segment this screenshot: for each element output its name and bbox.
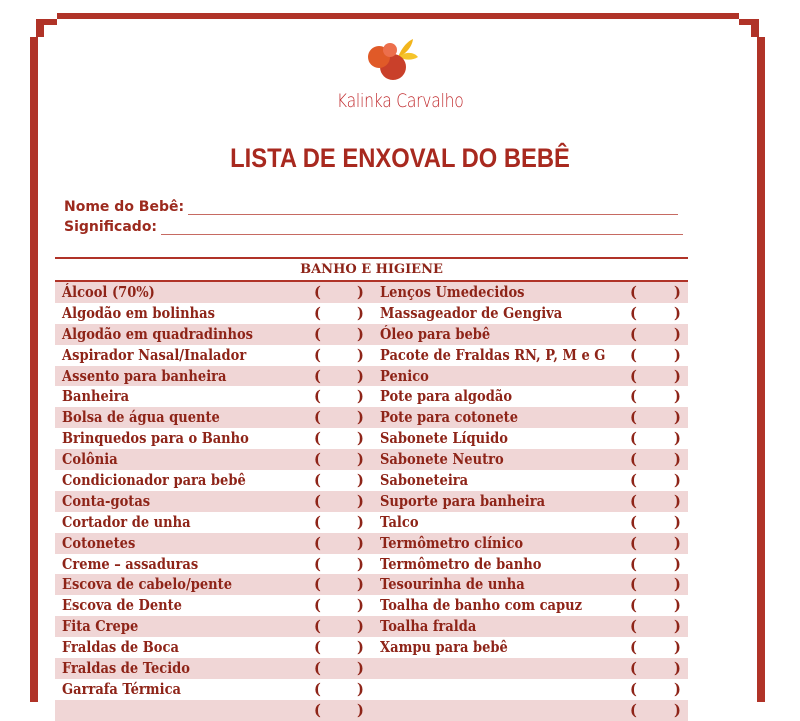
item-left-label: Condicionador para bebê bbox=[62, 472, 246, 490]
border-top bbox=[57, 13, 739, 19]
table-row bbox=[55, 554, 688, 575]
checkbox-right-open[interactable]: ( bbox=[630, 472, 637, 490]
item-left bbox=[62, 407, 237, 428]
item-left-label: Conta-gotas bbox=[62, 492, 151, 510]
item-right bbox=[380, 407, 533, 428]
checkbox-right-open[interactable]: ( bbox=[630, 618, 637, 636]
checkbox-right-open[interactable]: ( bbox=[630, 597, 637, 615]
table-row bbox=[55, 637, 688, 658]
checkbox-right-close[interactable]: ) bbox=[674, 346, 681, 364]
item-left-label: Aspirador Nasal/Inalador bbox=[62, 346, 247, 364]
table-row bbox=[55, 512, 688, 533]
checkbox-left-open[interactable]: ( bbox=[314, 680, 321, 698]
checkbox-right-open[interactable]: ( bbox=[630, 430, 637, 448]
item-left bbox=[62, 282, 165, 303]
item-left bbox=[62, 595, 195, 616]
checkbox-right-open[interactable]: ( bbox=[630, 660, 637, 678]
checkbox-left-open[interactable]: ( bbox=[314, 639, 321, 657]
checkbox-left-close[interactable]: ) bbox=[357, 325, 364, 343]
item-left bbox=[62, 533, 143, 554]
border-corner-tl-v bbox=[36, 19, 44, 37]
item-left bbox=[62, 512, 205, 533]
item-right bbox=[380, 303, 582, 324]
checkbox-left-close[interactable]: ) bbox=[357, 346, 364, 364]
checkbox-right-close[interactable]: ) bbox=[674, 367, 681, 385]
item-right-label: Pote para cotonete bbox=[380, 409, 519, 427]
item-right bbox=[380, 366, 434, 387]
item-left bbox=[62, 679, 194, 700]
item-right-label: Massageador de Gengiva bbox=[380, 304, 563, 322]
checkbox-left-open[interactable]: ( bbox=[314, 451, 321, 469]
checklist-table bbox=[55, 257, 688, 721]
baby-name-label: Nome do Bebê: bbox=[64, 199, 185, 215]
checkbox-right-open[interactable]: ( bbox=[630, 513, 637, 531]
item-right-label: Lenços Umedecidos bbox=[380, 284, 525, 301]
checkbox-left-close[interactable]: ) bbox=[357, 639, 364, 657]
checkbox-left-open[interactable]: ( bbox=[314, 346, 321, 364]
meaning-field bbox=[64, 219, 683, 235]
item-left bbox=[62, 303, 232, 324]
item-right bbox=[380, 282, 541, 303]
checkbox-left-close[interactable]: ) bbox=[357, 430, 364, 448]
checkbox-right-open[interactable]: ( bbox=[630, 680, 637, 698]
item-left-label: Colônia bbox=[62, 451, 118, 469]
item-left bbox=[62, 574, 251, 595]
checkbox-left-close[interactable]: ) bbox=[357, 492, 364, 510]
item-left bbox=[62, 616, 147, 637]
item-left-label: Escova de cabelo/pente bbox=[62, 576, 233, 594]
item-right bbox=[380, 428, 522, 449]
item-left bbox=[62, 449, 124, 470]
item-left-label: Brinquedos para o Banho bbox=[62, 430, 249, 448]
table-row bbox=[55, 700, 688, 721]
checkbox-right-close[interactable]: ) bbox=[674, 680, 681, 698]
checkbox-left-close[interactable]: ) bbox=[357, 555, 364, 573]
checkbox-left-close[interactable]: ) bbox=[357, 597, 364, 615]
checkbox-left-open[interactable]: ( bbox=[314, 555, 321, 573]
item-left-label: Álcool (70%) bbox=[62, 284, 155, 301]
table-row bbox=[55, 386, 688, 407]
checkbox-right-close[interactable]: ) bbox=[674, 472, 681, 490]
item-left bbox=[62, 366, 245, 387]
checkbox-left-open[interactable]: ( bbox=[314, 701, 321, 719]
item-right-label: Saboneteira bbox=[380, 472, 469, 490]
item-right-label: Suporte para banheira bbox=[380, 492, 546, 510]
checkbox-left-open[interactable]: ( bbox=[314, 576, 321, 594]
border-corner-tr-v bbox=[751, 19, 759, 37]
checkbox-right-close[interactable]: ) bbox=[674, 409, 681, 427]
checkbox-left-close[interactable]: ) bbox=[357, 680, 364, 698]
checkbox-left-open[interactable]: ( bbox=[314, 367, 321, 385]
item-left-label: Garrafa Térmica bbox=[62, 680, 181, 698]
checkbox-right-close[interactable]: ) bbox=[674, 534, 681, 552]
checkbox-left-close[interactable]: ) bbox=[357, 576, 364, 594]
checkbox-left-open[interactable]: ( bbox=[314, 304, 321, 322]
item-right bbox=[380, 470, 478, 491]
checkbox-right-open[interactable]: ( bbox=[630, 284, 637, 301]
checkbox-right-open[interactable]: ( bbox=[630, 346, 637, 364]
item-left bbox=[62, 386, 137, 407]
checkbox-right-open[interactable]: ( bbox=[630, 555, 637, 573]
item-left-label: Fraldas de Tecido bbox=[62, 660, 191, 678]
brand-logo-icon bbox=[360, 35, 420, 85]
checkbox-left-open[interactable]: ( bbox=[314, 618, 321, 636]
item-left-label: Algodão em bolinhas bbox=[62, 304, 215, 322]
checkbox-left-open[interactable]: ( bbox=[314, 284, 321, 301]
checkbox-right-close[interactable]: ) bbox=[674, 576, 681, 594]
checkbox-left-close[interactable]: ) bbox=[357, 618, 364, 636]
item-right-label: Termômetro de banho bbox=[380, 555, 542, 573]
item-right-label: Termômetro clínico bbox=[380, 534, 524, 552]
checkbox-right-close[interactable]: ) bbox=[674, 618, 681, 636]
table-body bbox=[55, 282, 688, 721]
checkbox-left-open[interactable]: ( bbox=[314, 388, 321, 406]
checkbox-left-open[interactable]: ( bbox=[314, 472, 321, 490]
checkbox-left-close[interactable]: ) bbox=[357, 409, 364, 427]
checkbox-right-open[interactable]: ( bbox=[630, 534, 637, 552]
item-right-label: Toalha de banho com capuz bbox=[380, 597, 583, 615]
checkbox-left-close[interactable]: ) bbox=[357, 284, 364, 301]
checkbox-right-open[interactable]: ( bbox=[630, 576, 637, 594]
checkbox-left-open[interactable]: ( bbox=[314, 534, 321, 552]
item-right bbox=[380, 533, 539, 554]
checkbox-right-open[interactable]: ( bbox=[630, 388, 637, 406]
checkbox-left-open[interactable]: ( bbox=[314, 513, 321, 531]
checkbox-left-close[interactable]: ) bbox=[357, 534, 364, 552]
checkbox-left-open[interactable]: ( bbox=[314, 660, 321, 678]
checkbox-right-close[interactable]: ) bbox=[674, 660, 681, 678]
checkbox-left-close[interactable]: ) bbox=[357, 304, 364, 322]
table-row bbox=[55, 303, 688, 324]
item-right-label: Toalha fralda bbox=[380, 618, 477, 636]
checkbox-right-open[interactable]: ( bbox=[630, 492, 637, 510]
table-row bbox=[55, 428, 688, 449]
checkbox-right-close[interactable]: ) bbox=[674, 639, 681, 657]
checkbox-right-open[interactable]: ( bbox=[630, 304, 637, 322]
table-row bbox=[55, 595, 688, 616]
meaning-line[interactable] bbox=[161, 220, 683, 235]
item-right bbox=[380, 345, 630, 366]
item-left-label: Algodão em quadradinhos bbox=[62, 325, 254, 343]
item-right-label: Sabonete Neutro bbox=[380, 451, 504, 469]
item-left-label: Fita Crepe bbox=[62, 618, 139, 636]
checkbox-right-open[interactable]: ( bbox=[630, 367, 637, 385]
checkbox-right-close[interactable]: ) bbox=[674, 451, 681, 469]
checkbox-left-close[interactable]: ) bbox=[357, 513, 364, 531]
baby-name-field bbox=[64, 199, 678, 215]
item-right-label: Sabonete Líquido bbox=[380, 430, 508, 448]
item-right-label: Pote para algodão bbox=[380, 388, 513, 406]
item-right-label: Óleo para bebê bbox=[380, 325, 491, 343]
item-right bbox=[380, 386, 527, 407]
checkbox-right-close[interactable]: ) bbox=[674, 284, 681, 301]
checkbox-right-close[interactable]: ) bbox=[674, 304, 681, 322]
checkbox-left-open[interactable]: ( bbox=[314, 325, 321, 343]
item-left-label: Escova de Dente bbox=[62, 597, 182, 615]
item-left-label: Creme – assaduras bbox=[62, 555, 199, 573]
table-row bbox=[55, 616, 688, 637]
table-row bbox=[55, 533, 688, 554]
item-left-label: Cortador de unha bbox=[62, 513, 191, 531]
item-left bbox=[62, 554, 213, 575]
checkbox-right-close[interactable]: ) bbox=[674, 492, 681, 510]
table-row bbox=[55, 658, 688, 679]
meaning-label: Significado: bbox=[64, 219, 158, 235]
item-left-label: Fraldas de Boca bbox=[62, 639, 179, 657]
item-right bbox=[380, 616, 487, 637]
table-row bbox=[55, 449, 688, 470]
item-left bbox=[62, 658, 204, 679]
item-right bbox=[380, 554, 559, 575]
item-left-label: Banheira bbox=[62, 388, 130, 406]
item-right-label: Xampu para bebê bbox=[380, 639, 508, 657]
checkbox-right-open[interactable]: ( bbox=[630, 409, 637, 427]
item-left bbox=[62, 491, 160, 512]
item-right bbox=[380, 637, 522, 658]
table-row bbox=[55, 366, 688, 387]
checkbox-right-close[interactable]: ) bbox=[674, 555, 681, 573]
baby-name-line[interactable] bbox=[188, 200, 678, 215]
item-right bbox=[380, 595, 604, 616]
table-row bbox=[55, 282, 688, 303]
checkbox-right-close[interactable]: ) bbox=[674, 430, 681, 448]
checkbox-right-close[interactable]: ) bbox=[674, 513, 681, 531]
item-right-label: Tesourinha de unha bbox=[380, 576, 525, 594]
border-left bbox=[30, 37, 38, 702]
checkbox-left-close[interactable]: ) bbox=[357, 388, 364, 406]
table-row bbox=[55, 345, 688, 366]
checkbox-left-close[interactable]: ) bbox=[357, 472, 364, 490]
item-right bbox=[380, 491, 563, 512]
table-row bbox=[55, 574, 688, 595]
checkbox-left-open[interactable]: ( bbox=[314, 430, 321, 448]
item-right-label: Talco bbox=[380, 513, 419, 531]
checkbox-left-open[interactable]: ( bbox=[314, 409, 321, 427]
table-row bbox=[55, 679, 688, 700]
table-row bbox=[55, 407, 688, 428]
checkbox-right-open[interactable]: ( bbox=[630, 451, 637, 469]
item-left-label: Cotonetes bbox=[62, 534, 136, 552]
item-left bbox=[62, 345, 267, 366]
checkbox-right-open[interactable]: ( bbox=[630, 639, 637, 657]
checkbox-right-open[interactable]: ( bbox=[630, 325, 637, 343]
item-right bbox=[380, 574, 541, 595]
section-header: BANHO E HIGIENE bbox=[55, 259, 688, 282]
item-left bbox=[62, 637, 192, 658]
item-left-label: Assento para banheira bbox=[62, 367, 227, 385]
checkbox-right-close[interactable]: ) bbox=[674, 701, 681, 719]
item-right-label: Pacote de Fraldas RN, P, M e G bbox=[380, 346, 606, 364]
item-right bbox=[380, 449, 517, 470]
checkbox-left-close[interactable]: ) bbox=[357, 660, 364, 678]
checkbox-right-close[interactable]: ) bbox=[674, 597, 681, 615]
table-row bbox=[55, 324, 688, 345]
table-row bbox=[55, 491, 688, 512]
checkbox-right-close[interactable]: ) bbox=[674, 388, 681, 406]
checkbox-left-open[interactable]: ( bbox=[314, 492, 321, 510]
item-right-label: Penico bbox=[380, 367, 429, 385]
checkbox-left-open[interactable]: ( bbox=[314, 597, 321, 615]
item-left bbox=[62, 428, 270, 449]
item-left bbox=[62, 470, 266, 491]
border-right bbox=[757, 37, 765, 702]
brand-name: Kalinka Carvalho bbox=[336, 90, 464, 112]
item-right bbox=[380, 512, 423, 533]
table-row bbox=[55, 470, 688, 491]
item-left bbox=[62, 324, 274, 345]
page-title: LISTA DE ENXOVAL DO BEBÊ bbox=[230, 143, 570, 173]
checkbox-left-close[interactable]: ) bbox=[357, 701, 364, 719]
checkbox-right-open[interactable]: ( bbox=[630, 701, 637, 719]
item-left-label: Bolsa de água quente bbox=[62, 409, 220, 427]
item-right bbox=[380, 324, 502, 345]
checkbox-left-close[interactable]: ) bbox=[357, 367, 364, 385]
checkbox-left-close[interactable]: ) bbox=[357, 451, 364, 469]
checkbox-right-close[interactable]: ) bbox=[674, 325, 681, 343]
